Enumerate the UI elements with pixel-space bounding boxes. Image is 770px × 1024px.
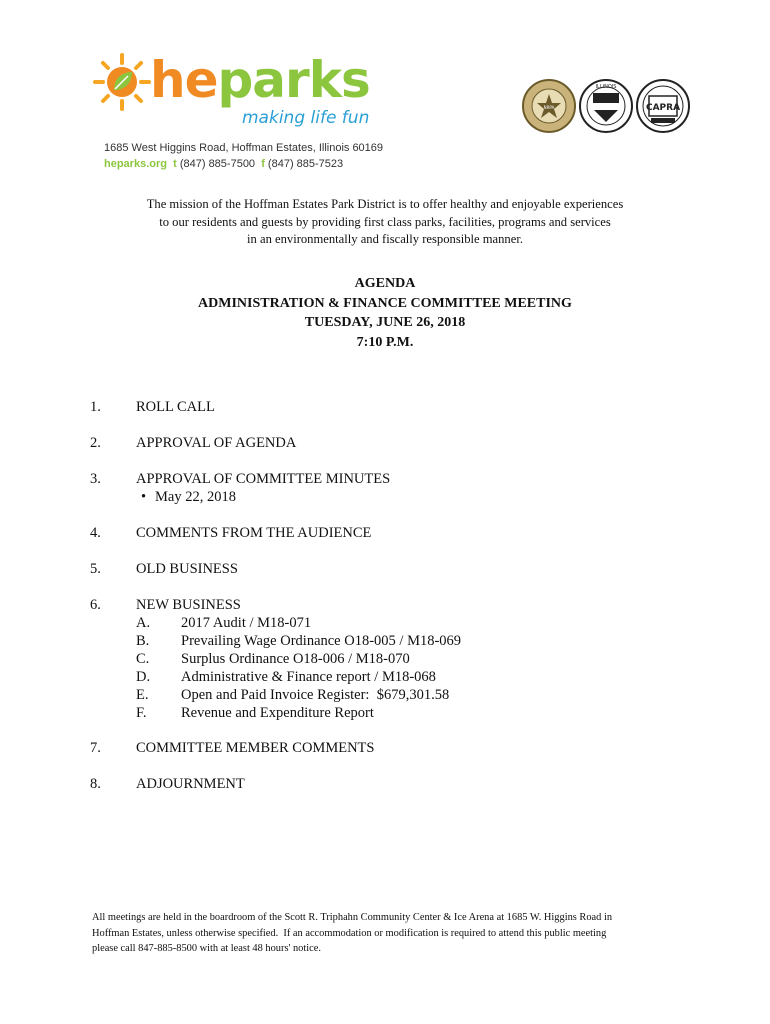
fax: (847) 885-7523: [267, 158, 344, 170]
phone-label: t: [173, 158, 177, 170]
illinois-seal-icon: [580, 80, 632, 132]
heading-line: ADMINISTRATION & FINANCE COMMITTEE MEETING: [198, 295, 572, 311]
agenda-heading: [0, 274, 770, 352]
website: heparks.org: [104, 158, 167, 170]
svg-text:ILLINOIS: ILLINOIS: [595, 84, 617, 90]
address-line: 1685 West Higgins Road, Hoffman Estates, Illinois 60169: [104, 142, 384, 154]
logo-wordmark: heparks: [150, 51, 370, 109]
heading-line: TUESDAY, JUNE 26, 2018: [304, 315, 466, 330]
mission-line: to our residents and guests by providing first class parks, facilities, programs and services: [159, 214, 611, 229]
capra-seal-icon: [637, 80, 689, 132]
footer-line: please call 847-885-8500 with at least 48 hours' notice.: [92, 943, 321, 954]
phone: (847) 885-7500: [179, 158, 256, 170]
contact-line: [104, 156, 383, 172]
sun-leaf-icon: [92, 52, 152, 112]
bullet-icon: •: [141, 489, 147, 505]
accreditation-seals: [522, 78, 692, 134]
mission-line: The mission of the Hoffman Estates Park District is to offer healthy and enjoyable experiences: [146, 197, 624, 211]
footer-line: Hoffman Estates, unless otherwise specified. If an accommodation or modification is required to attend this public meeting: [92, 927, 607, 939]
footer-line: All meetings are held in the boardroom of the Scott R. Triphahn Community Center & Ice Arena at 1685 W. Higgins Road in: [92, 912, 613, 923]
heading-line: AGENDA: [354, 276, 416, 291]
heading-line: 7:10 P.M.: [356, 334, 414, 350]
svg-text:NRPA: NRPA: [543, 105, 555, 110]
heparks-logo: [92, 48, 382, 138]
contact-block: [104, 140, 383, 172]
mission-statement: [0, 196, 770, 249]
footer-note: [92, 910, 682, 957]
svg-text:CAPRA: CAPRA: [645, 103, 681, 113]
mission-line: in an environmentally and fiscally responsible manner.: [247, 232, 523, 246]
fax-label: f: [261, 158, 265, 170]
logo-tagline: making life fun: [242, 108, 370, 128]
